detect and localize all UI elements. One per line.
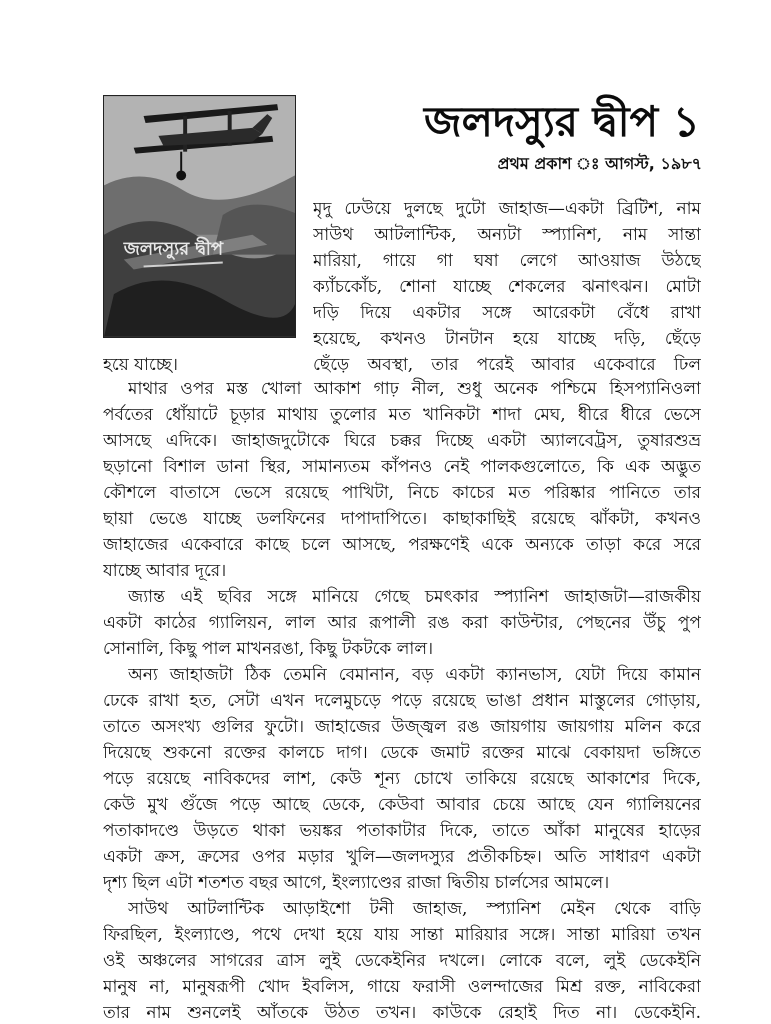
- intro-line: হয়েছে, কখনও টানটান হয়ে যাচ্ছে দড়ি, ছেঁড়ে: [313, 329, 701, 349]
- paragraph-line: কেউ মুখ গুঁজে পড়ে আছে ডেকে, কেউবা আবার চেয়ে আছে যেন গ্যালিয়নের: [103, 795, 701, 815]
- paragraph-line: তার নাম শুনলেই আঁতকে উঠত তখন। কাউকে রেহাই দিত না। ডেকেইনি.: [103, 1003, 701, 1023]
- paragraph-line: তাতে অসংখ্য গুলির ফুটো। জাহাজের উজ্জ্বল রঙ জায়গায় জায়গায় মলিন করে: [103, 717, 701, 737]
- paragraph-line: আসছে এদিকে। জাহাজদুটোকে ঘিরে চক্কর দিচ্ছে একটা অ্যালবেট্রস, তুষারশুভ্র: [103, 431, 701, 451]
- paragraph-line: একটা কাঠের গ্যালিয়ন, লাল আর রূপালী রঙ করা কাউন্টার, পেছনের উঁচু পুপ: [103, 613, 701, 633]
- paragraph-line: জাহাজের একেবারে কাছে চলে আসছে, পরক্ষণেই একে অন্যকে তাড়া করে সরে: [103, 535, 701, 555]
- paragraph-line: পর্বতের ধোঁয়াটে চূড়ার মাথায় তুলোর মত খানিকটা শাদা মেঘ, ধীরে ধীরে ভেসে: [103, 405, 701, 425]
- book-title: জলদস্যুর দ্বীপ ১: [424, 97, 700, 146]
- paragraph-line: পতাকাদণ্ডে উড়তে থাকা ভয়ঙ্কর পতাকাটার দিকে, তাতে আঁকা মানুষের হাড়ের: [103, 821, 701, 841]
- intro-line: মৃদু ঢেউয়ে দুলছে দুটো জাহাজ—একটা ব্রিটিশ, নাম: [313, 199, 701, 219]
- paragraph-line: কৌশলে বাতাসে ভেসে রয়েছে পাখিটা, নিচে কাচের মত পরিষ্কার পানিতে তার: [103, 483, 701, 503]
- publication-info: প্রথম প্রকাশ ঃ আগস্ট, ১৯৮৭: [497, 154, 702, 173]
- paragraph-line: হয়ে যাচ্ছে।: [103, 355, 178, 375]
- paragraph-line: যাচ্ছে আবার দূরে।: [103, 561, 227, 581]
- paragraph-line: ছায়া ভেঙে যাচ্ছে ডলফিনের দাপাদাপিতে। কাছাকাছিই রয়েছে ঝাঁকটা, কখনও: [103, 509, 701, 529]
- paragraph-line: মাথার ওপর মস্ত খোলা আকাশ গাঢ় নীল, শুধু অনেক পশ্চিমে হিসপ্যানিওলা: [128, 379, 701, 399]
- intro-line: ছেঁড়ে অবস্থা, তার পরেই আবার একেবারে ঢিল: [313, 355, 701, 375]
- intro-line: সাউথ আটলান্টিক, অন্যটা স্প্যানিশ, নাম সান্তা: [313, 225, 701, 245]
- paragraph-line: দিয়েছে শুকনো রক্তের কালচে দাগ। ডেকে জমাট রক্তের মাঝে বেকায়দা ভঙ্গিতে: [103, 743, 701, 763]
- book-cover-image: [103, 95, 296, 338]
- cover-title-text: জলদস্যুর দ্বীপ: [123, 238, 223, 260]
- paragraph-line: সাউথ আটলান্টিক আড়াইশো টনী জাহাজ, স্প্যানিশ মেইন থেকে বাড়ি: [128, 899, 701, 919]
- paragraph-line: দৃশ্য ছিল এটা শতশত বছর আগে, ইংল্যাণ্ডের রাজা দ্বিতীয় চার্লসের আমলে।: [103, 873, 610, 893]
- paragraph-line: একটা ক্রস, ক্রসের ওপর মড়ার খুলি—জলদস্যুর প্রতীকচিহ্ন। অতি সাধারণ একটা: [103, 847, 701, 867]
- paragraph-line: ফিরছিল, ইংল্যাণ্ডে, পথে দেখা হয়ে যায় সান্তা মারিয়ার সঙ্গে। সান্তা মারিয়া তখন: [103, 925, 701, 945]
- paragraph-line: অন্য জাহাজটা ঠিক তেমনি বেমানান, বড় একটা ক্যানভাস, যেটা দিয়ে কামান: [128, 665, 701, 685]
- paragraph-line: পড়ে রয়েছে নাবিকদের লাশ, কেউ শূন্য চোখে তাকিয়ে রয়েছে আকাশের দিকে,: [103, 769, 701, 789]
- paragraph-line: ওই অঞ্চলের সাগরের ত্রাস লুই ডেকেইনির দখলে। লোকে বলে, লুই ডেকেইনি: [103, 951, 701, 971]
- paragraph-line: ঢেকে রাখা হত, সেটা এখন দলেমুচড়ে পড়ে রয়েছে ভাঙা প্রধান মাস্তুলের গোড়ায়,: [103, 691, 701, 711]
- airplane-illustration: [104, 96, 295, 337]
- intro-line: মারিয়া, গায়ে গা ঘষা লেগে আওয়াজ উঠছে: [313, 251, 701, 271]
- paragraph-line: ছড়ানো বিশাল ডানা স্থির, সামান্যতম কাঁপনও নেই পালকগুলোতে, কি এক অদ্ভুত: [103, 457, 701, 477]
- intro-line: দড়ি দিয়ে একটার সঙ্গে আরেকটা বেঁধে রাখা: [313, 303, 701, 323]
- paragraph-line: মানুষ না, মানুষরূপী খোদ ইবলিস, গায়ে ফরাসী ওলন্দাজের মিশ্র রক্ত, নাবিকেরা: [103, 977, 701, 997]
- paragraph-line: জ্যান্ত এই ছবির সঙ্গে মানিয়ে গেছে চমৎকার স্প্যানিশ জাহাজটা—রাজকীয়: [128, 587, 701, 607]
- intro-line: ক্যাঁচকোঁচ, শোনা যাচ্ছে শেকলের ঝনাৎঝন। মোটা: [313, 277, 701, 297]
- paragraph-line: সোনালি, কিছু পাল মাখনরঙা, কিছু টকটকে লাল।: [103, 639, 434, 659]
